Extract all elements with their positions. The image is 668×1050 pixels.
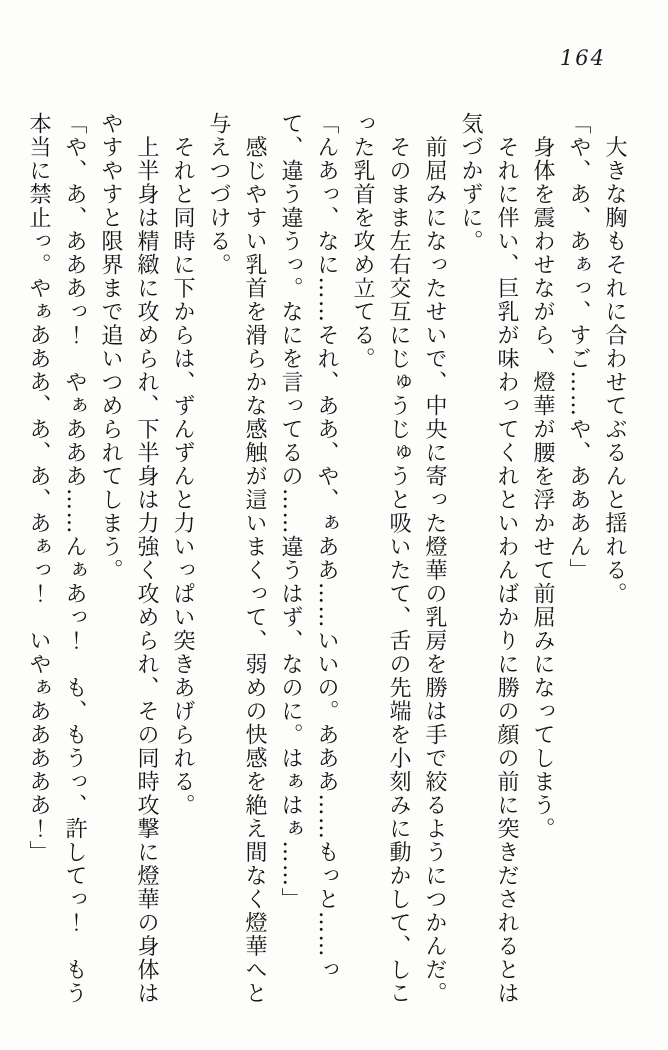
text-column: それに伴い、巨乳が味わってくれといわんばかりに勝の顔の前に突きだされるとは: [494, 112, 519, 1005]
text-column: 身体を震わせながら、燈華が腰を浮かせて前屈みになってしまう。: [530, 112, 555, 841]
text-column: った乳首を攻め立てる。: [350, 112, 375, 371]
text-column: 気づかずに。: [458, 112, 483, 253]
text-column: 与えつづける。: [206, 112, 231, 277]
text-column: て、違う違うっ。なにを言ってるの……違うはず、なのに。はぁはぁ……」: [278, 112, 303, 911]
text-column: 「んあっ、なに……それ、ああ、や、ぁああ……いいの。あああ……もっと……っ: [314, 112, 339, 982]
text-column: 「や、あ、あああっ！ やぁあああ……んぁあっ！ も、もうっ、許してっ！ もう: [62, 112, 87, 1005]
text-column: 「や、あ、あぁっ、すご……や、あああん」: [566, 112, 591, 582]
text-column: 感じやすい乳首を滑らかな感触が這いまくって、弱めの快感を絶え間なく燈華へと: [242, 112, 267, 1005]
text-column: それと同時に下からは、ずんずんと力いっぱい突きあげられる。: [170, 112, 195, 817]
text-column: 上半身は精緻に攻められ、下半身は力強く攻められ、その同時攻撃に燈華の身体は: [134, 112, 159, 1005]
text-column: 前屈みになったせいで、中央に寄った燈華の乳房を勝は手で絞るようにつかんだ。: [422, 112, 447, 1005]
text-column: 本当に禁止っ。やぁあああ、あ、あ、あぁっ！ いやぁあああああ！」: [26, 112, 51, 864]
page-number: 164: [559, 46, 606, 70]
text-column: そのまま左右交互にじゅうじゅうと吸いたて、舌の先端を小刻みに動かして、しこ: [386, 112, 411, 1005]
text-column: 大きな胸もそれに合わせてぶるんと揺れる。: [602, 112, 627, 606]
text-column: やすやすと限界まで追いつめられてしまう。: [98, 112, 123, 582]
vertical-text-block: [20, 112, 632, 1034]
